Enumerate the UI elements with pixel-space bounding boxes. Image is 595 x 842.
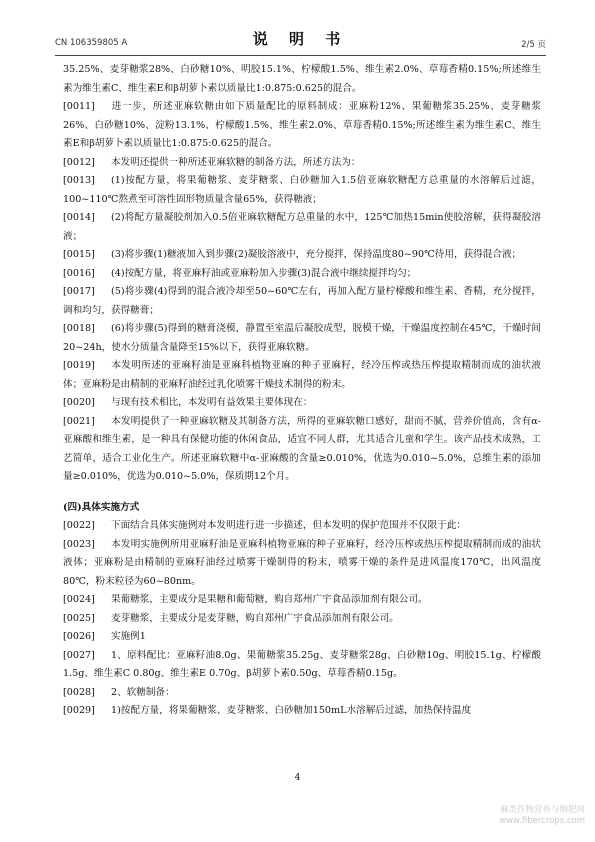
paragraph-text: 本发明所述的亚麻籽油是亚麻科植物亚麻的种子亚麻籽，经冷压榨或热压榨提取精制而成的油状液体；亚麻粉是由精制的亚麻籽油经过乳化喷雾干燥技术制得的粉末。	[63, 360, 541, 390]
paragraph	[63, 394, 541, 413]
paragraph	[63, 283, 541, 320]
paragraph-text: (3)将步骤(1)糖液加入到步骤(2)凝胶溶液中，充分搅拌，保持温度80~90℃待用，获得混合液；	[111, 249, 522, 260]
paragraph-text: (2)将配方量凝胶剂加入0.5倍亚麻软糖配方总重量的水中，125℃加热15min使胶溶解，获得凝胶溶液；	[63, 212, 541, 242]
paragraph-number: [0020]	[63, 397, 95, 408]
paragraph-number: [0023]	[63, 538, 95, 550]
page-header	[55, 28, 546, 52]
paragraph-text: 本发明实施例所用亚麻籽油是亚麻科植物亚麻的种子亚麻籽，经冷压榨或热压榨提取精制而成的油状液体；亚麻粉是由精制的亚麻籽油经过喷雾干燥制得的粉末，喷雾干燥的条件是进风温度170℃，出风温度80℃，粉末粒径为60~80nm。	[63, 538, 541, 587]
paragraph	[63, 517, 541, 536]
paragraph-number: [0019]	[63, 360, 95, 371]
paragraph-text: 麦芽糖浆，主要成分是麦芽糖，购自郑州广宇食品添加剂有限公司。	[111, 612, 399, 624]
paragraph-number: [0021]	[63, 415, 95, 427]
paragraph-list	[63, 61, 541, 487]
paragraph	[63, 684, 541, 703]
paragraph	[63, 413, 541, 487]
paragraph	[63, 536, 541, 592]
patent-number: CN 106359805 A	[55, 38, 128, 48]
paragraph	[63, 357, 541, 394]
paragraph-text: 果葡糖浆，主要成分是果糖和葡萄糖，购自郑州广宇食品添加剂有限公司。	[111, 594, 428, 605]
paragraph-list-embodiments	[63, 517, 541, 721]
paragraph-number: [0028]	[63, 686, 95, 698]
paragraph	[63, 265, 541, 284]
paragraph-number: [0018]	[63, 323, 95, 334]
paragraph	[63, 591, 541, 610]
paragraph-text: (1)按配方量，将果葡糖浆、麦芽糖浆、白砂糖加入1.5倍亚麻软糖配方总重量的水溶解后过滤，100~110℃熬煮至可溶性固形物质量含量65%，获得糖液；	[63, 175, 541, 205]
section-heading: (四)具体实施方式	[63, 501, 140, 513]
paragraph	[63, 320, 541, 357]
paragraph-number: [0015]	[63, 249, 95, 260]
paragraph-number: [0013]	[63, 175, 95, 186]
watermark-site-name: 麻类作物营养与纳肥网	[499, 805, 585, 815]
paragraph-text: 进一步，所述亚麻软糖由如下质量配比的原料制成：亚麻粉12%、果葡糖浆35.25%、麦芽糖浆26%、白砂糖10%、淀粉13.1%、柠檬酸1.5%、维生素2.0%、草莓香精0.15%;所述维生素为维生素C、维生素E和β胡萝卜素以质量比1:0.875:0.625的混合。	[63, 101, 541, 149]
paragraph	[63, 647, 541, 684]
paragraph-text: 下面结合具体实施例对本发明进行进一步描述，但本发明的保护范围并不仅限于此：	[111, 520, 466, 531]
paragraph	[63, 172, 541, 209]
paragraph-number: [0027]	[63, 649, 95, 661]
paragraph	[63, 628, 541, 647]
document-body	[63, 61, 541, 721]
paragraph	[63, 246, 541, 265]
paragraph-number: [0012]	[63, 156, 95, 168]
paragraph-text: 本发明还提供一种所述亚麻软糖的制备方法，所述方法为：	[111, 156, 361, 168]
page-indicator: 2/5 页	[521, 40, 546, 50]
paragraph-number: [0029]	[63, 705, 95, 716]
paragraph	[63, 61, 541, 98]
paragraph-text: 实施例1	[111, 631, 146, 642]
paragraph-number: [0026]	[63, 631, 95, 642]
paragraph-text: 1、原料配比：亚麻籽油8.0g、果葡糖浆35.25g、麦芽糖浆28g、白砂糖10g、明胶15.1g、柠檬酸1.5g、维生素C 0.80g、维生素E 0.70g、β胡萝卜素0.50g、草莓香精0.15g。	[63, 649, 541, 679]
paragraph-text: (5)将步骤(4)得到的混合液冷却至50~60℃左右，再加入配方量柠檬酸和维生素、香精，充分搅拌，调和均匀，获得糖膏；	[63, 286, 541, 316]
document-title: 说 明 书	[252, 30, 349, 48]
paragraph-text: 本发明提供了一种亚麻软糖及其制备方法，所得的亚麻软糖口感好，甜而不腻，营养价值高，含有α-亚麻酸和维生素，是一种具有保健功能的休闲食品，适宜不同人群，尤其适合儿童和学生。该产品技术成熟，工艺简单，适合工业化生产。所述亚麻软糖中α-亚麻酸的含量≥0.010%，优选为0.010~5.0%，总维生素的添加量≥0.010%，优选为0.010~5.0%，保质期12个月。	[63, 415, 541, 482]
paragraph	[63, 209, 541, 246]
paragraph-text: 2、软糖制备：	[111, 686, 175, 698]
paragraph-number: [0014]	[63, 212, 95, 223]
paragraph-number: [0011]	[63, 101, 95, 112]
paragraph	[63, 610, 541, 629]
paragraph-text: (6)将步骤(5)得到的糖膏浇模，静置至室温后凝胶成型，脱模干燥，干燥温度控制在45℃，干燥时间20~24h，使水分质量含量降至15%以下，获得亚麻软糖。	[63, 323, 541, 353]
paragraph	[63, 98, 541, 154]
header-divider	[55, 55, 546, 56]
paragraph-text: 1)按配方量，将果葡糖浆、麦芽糖浆、白砂糖加150mL水溶解后过滤，加热保持温度	[111, 705, 472, 716]
page-number: 4	[294, 773, 301, 783]
paragraph-number: [0024]	[63, 594, 95, 605]
paragraph-number: [0016]	[63, 267, 95, 279]
paragraph-number: [0017]	[63, 286, 95, 297]
watermark	[499, 805, 585, 827]
paragraph-text: 35.25%、麦芽糖浆28%、白砂糖10%、明胶15.1%、柠檬酸1.5%、维生素2.0%、草莓香精0.15%;所述维生素为维生素C、维生素E和β胡萝卜素以质量比1:0.875:0.625的混合。	[63, 64, 541, 94]
watermark-url: www.fibercrops.com	[499, 816, 585, 826]
paragraph-text: (4)按配方量，将亚麻籽油或亚麻粉加入步骤(3)混合液中继续搅拌均匀；	[111, 267, 417, 279]
paragraph-number: [0025]	[63, 612, 95, 624]
paragraph	[63, 154, 541, 173]
paragraph-text: 与现有技术相比，本发明有益效果主要体现在：	[111, 397, 313, 408]
paragraph	[63, 702, 541, 721]
paragraph-number: [0022]	[63, 520, 95, 531]
